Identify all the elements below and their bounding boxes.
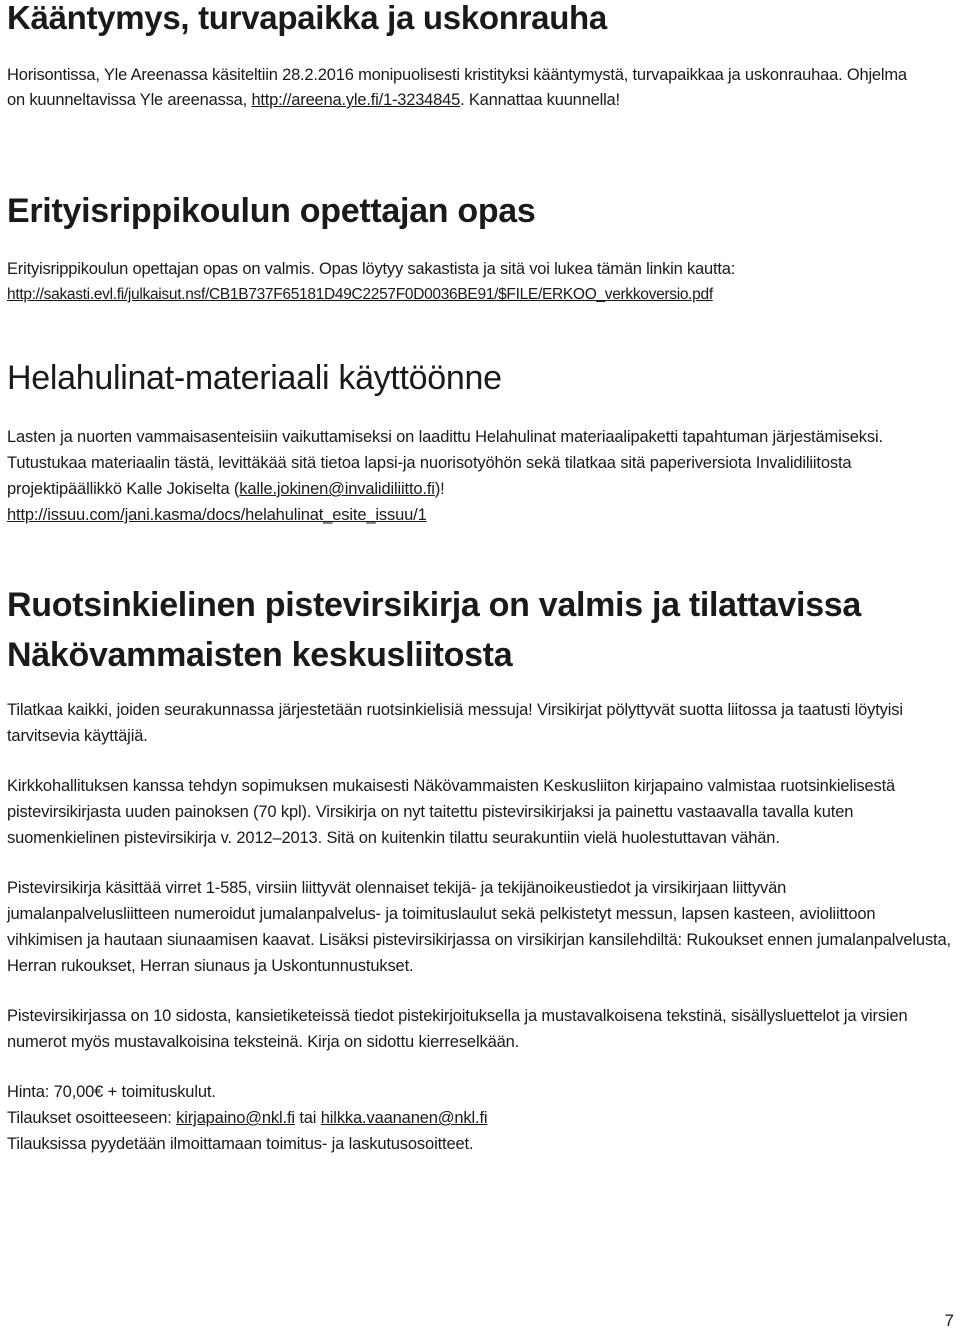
conversion-text-after: . Kannattaa kuunnella! (460, 91, 620, 109)
section-body-conversion (7, 63, 927, 113)
paragraph: Pistevirsikirja käsittää virret 1-585, virsiin liittyvät olennaiset tekijä- ja tekijänoikeustiedot ja virsikirjaan liittyvän jumalanpalvelusliitteen numeroidut jumalanpalvelus- ja toimituslaulut sekä pelkistetyt messun, lapsen kasteen, avioliittoon vihkimisen ja hautaan siunaamisen kaavat. Lisäksi pistevirsikirjassa on virsikirjan kansilehdiltä: Rukoukset ennen jumalanpalvelusta, Herran rukoukset, Herran siunaus ja Uskontunnustukset. (7, 879, 951, 975)
sakasti-link[interactable]: http://sakasti.evl.fi/julkaisut.nsf/CB1B737F65181D49C2257F0D0036BE91/$FILE/ERKOO_verkkoversio.pdf (7, 286, 713, 303)
hilkka-email-link[interactable]: hilkka.vaananen@nkl.fi (320, 1109, 488, 1127)
orders-note: Tilauksissa pyydetään ilmoittamaan toimitus- ja laskutusosoitteet. (7, 1135, 474, 1153)
order-info (7, 1079, 953, 1157)
section-title-conversion: Kääntymys, turvapaikka ja uskonrauha (7, 0, 607, 36)
price-text: Hinta: 70,00€ + toimituskulut. (7, 1083, 216, 1101)
issuu-link[interactable]: http://issuu.com/jani.kasma/docs/helahulinat_esite_issuu/1 (7, 506, 427, 524)
section-body-teacher-guide (7, 257, 947, 307)
orders-line (7, 1105, 953, 1131)
page-number: 7 (944, 1311, 954, 1330)
orders-label: Tilaukset osoitteeseen: (7, 1109, 177, 1127)
section-title-helahulinat: Helahulinat-materiaali käyttöönne (7, 359, 502, 397)
section-body-helahulinat (7, 424, 953, 528)
helahulinat-text-after: )! (434, 480, 445, 498)
orders-or: tai (294, 1109, 321, 1127)
paragraph: Pistevirsikirjassa on 10 sidosta, kansietiketeissä tiedot pistekirjoituksella ja mustavalkoisena tekstinä, sisällysluettelot ja virsien numerot myös mustavalkoisina teksteinä. Kirja on sidottu kierreselkään. (7, 1007, 908, 1051)
helahulinat-paragraph (7, 424, 953, 502)
paragraph: Kirkkohallituksen kanssa tehdyn sopimuksen mukaisesti Näkövammaisten Keskusliiton kirjapaino valmistaa ruotsinkielisestä pistevirsikirjasta uuden painoksen (70 kpl). Virsikirja on nyt taitettu pistevirsikirjaksi ja painettu vastaavalla tavalla kuten suomenkielinen pistevirsikirja v. 2012–2013. Sitä on kuitenkin tilattu seurakuntiin vielä huolestuttavan vähän. (7, 777, 896, 847)
section-title-braille-hymnal: Ruotsinkielinen pistevirsikirja on valmis ja tilattavissa Näkövammaisten keskusliitosta (7, 586, 862, 674)
kalle-email-link[interactable]: kalle.jokinen@invalidiliitto.fi (239, 480, 435, 498)
teacher-guide-text: Erityisrippikoulun opettajan opas on valmis. Opas löytyy sakastista ja sitä voi lukea tämän linkin kautta: (7, 260, 736, 278)
areena-link[interactable]: http://areena.yle.fi/1-3234845 (251, 91, 461, 109)
section-title-teacher-guide: Erityisrippikoulun opettajan opas (7, 192, 536, 230)
paragraph: Tilatkaa kaikki, joiden seurakunnassa järjestetään ruotsinkielisiä messuja! Virsikirjat pölyttyvät suotta liitossa ja taatusti löytyisi tarvitsevia käyttäjiä. (7, 701, 903, 745)
kirjapaino-email-link[interactable]: kirjapaino@nkl.fi (176, 1109, 295, 1127)
helahulinat-text: Lasten ja nuorten vammaisasenteisiin vaikuttamiseksi on laadittu Helahulinat materiaalipaketti tapahtuman järjestämiseksi. Tutustukaa materiaalin tästä, levittäkää sitä tietoa lapsi-ja nuorisotyöhön sekä tilatkaa sitä paperiversiota Invalidiliitosta projektipäällikkö Kalle Jokiselta ( (7, 428, 883, 498)
conversion-text: Horisontissa, Yle Areenassa käsiteltiin 28.2.2016 monipuolisesti kristityksi kääntymystä, turvapaikkaa ja uskonrauhaa. Ohjelma on kuunneltavissa Yle areenassa, (7, 66, 907, 109)
section-body-braille-hymnal (7, 697, 953, 1157)
